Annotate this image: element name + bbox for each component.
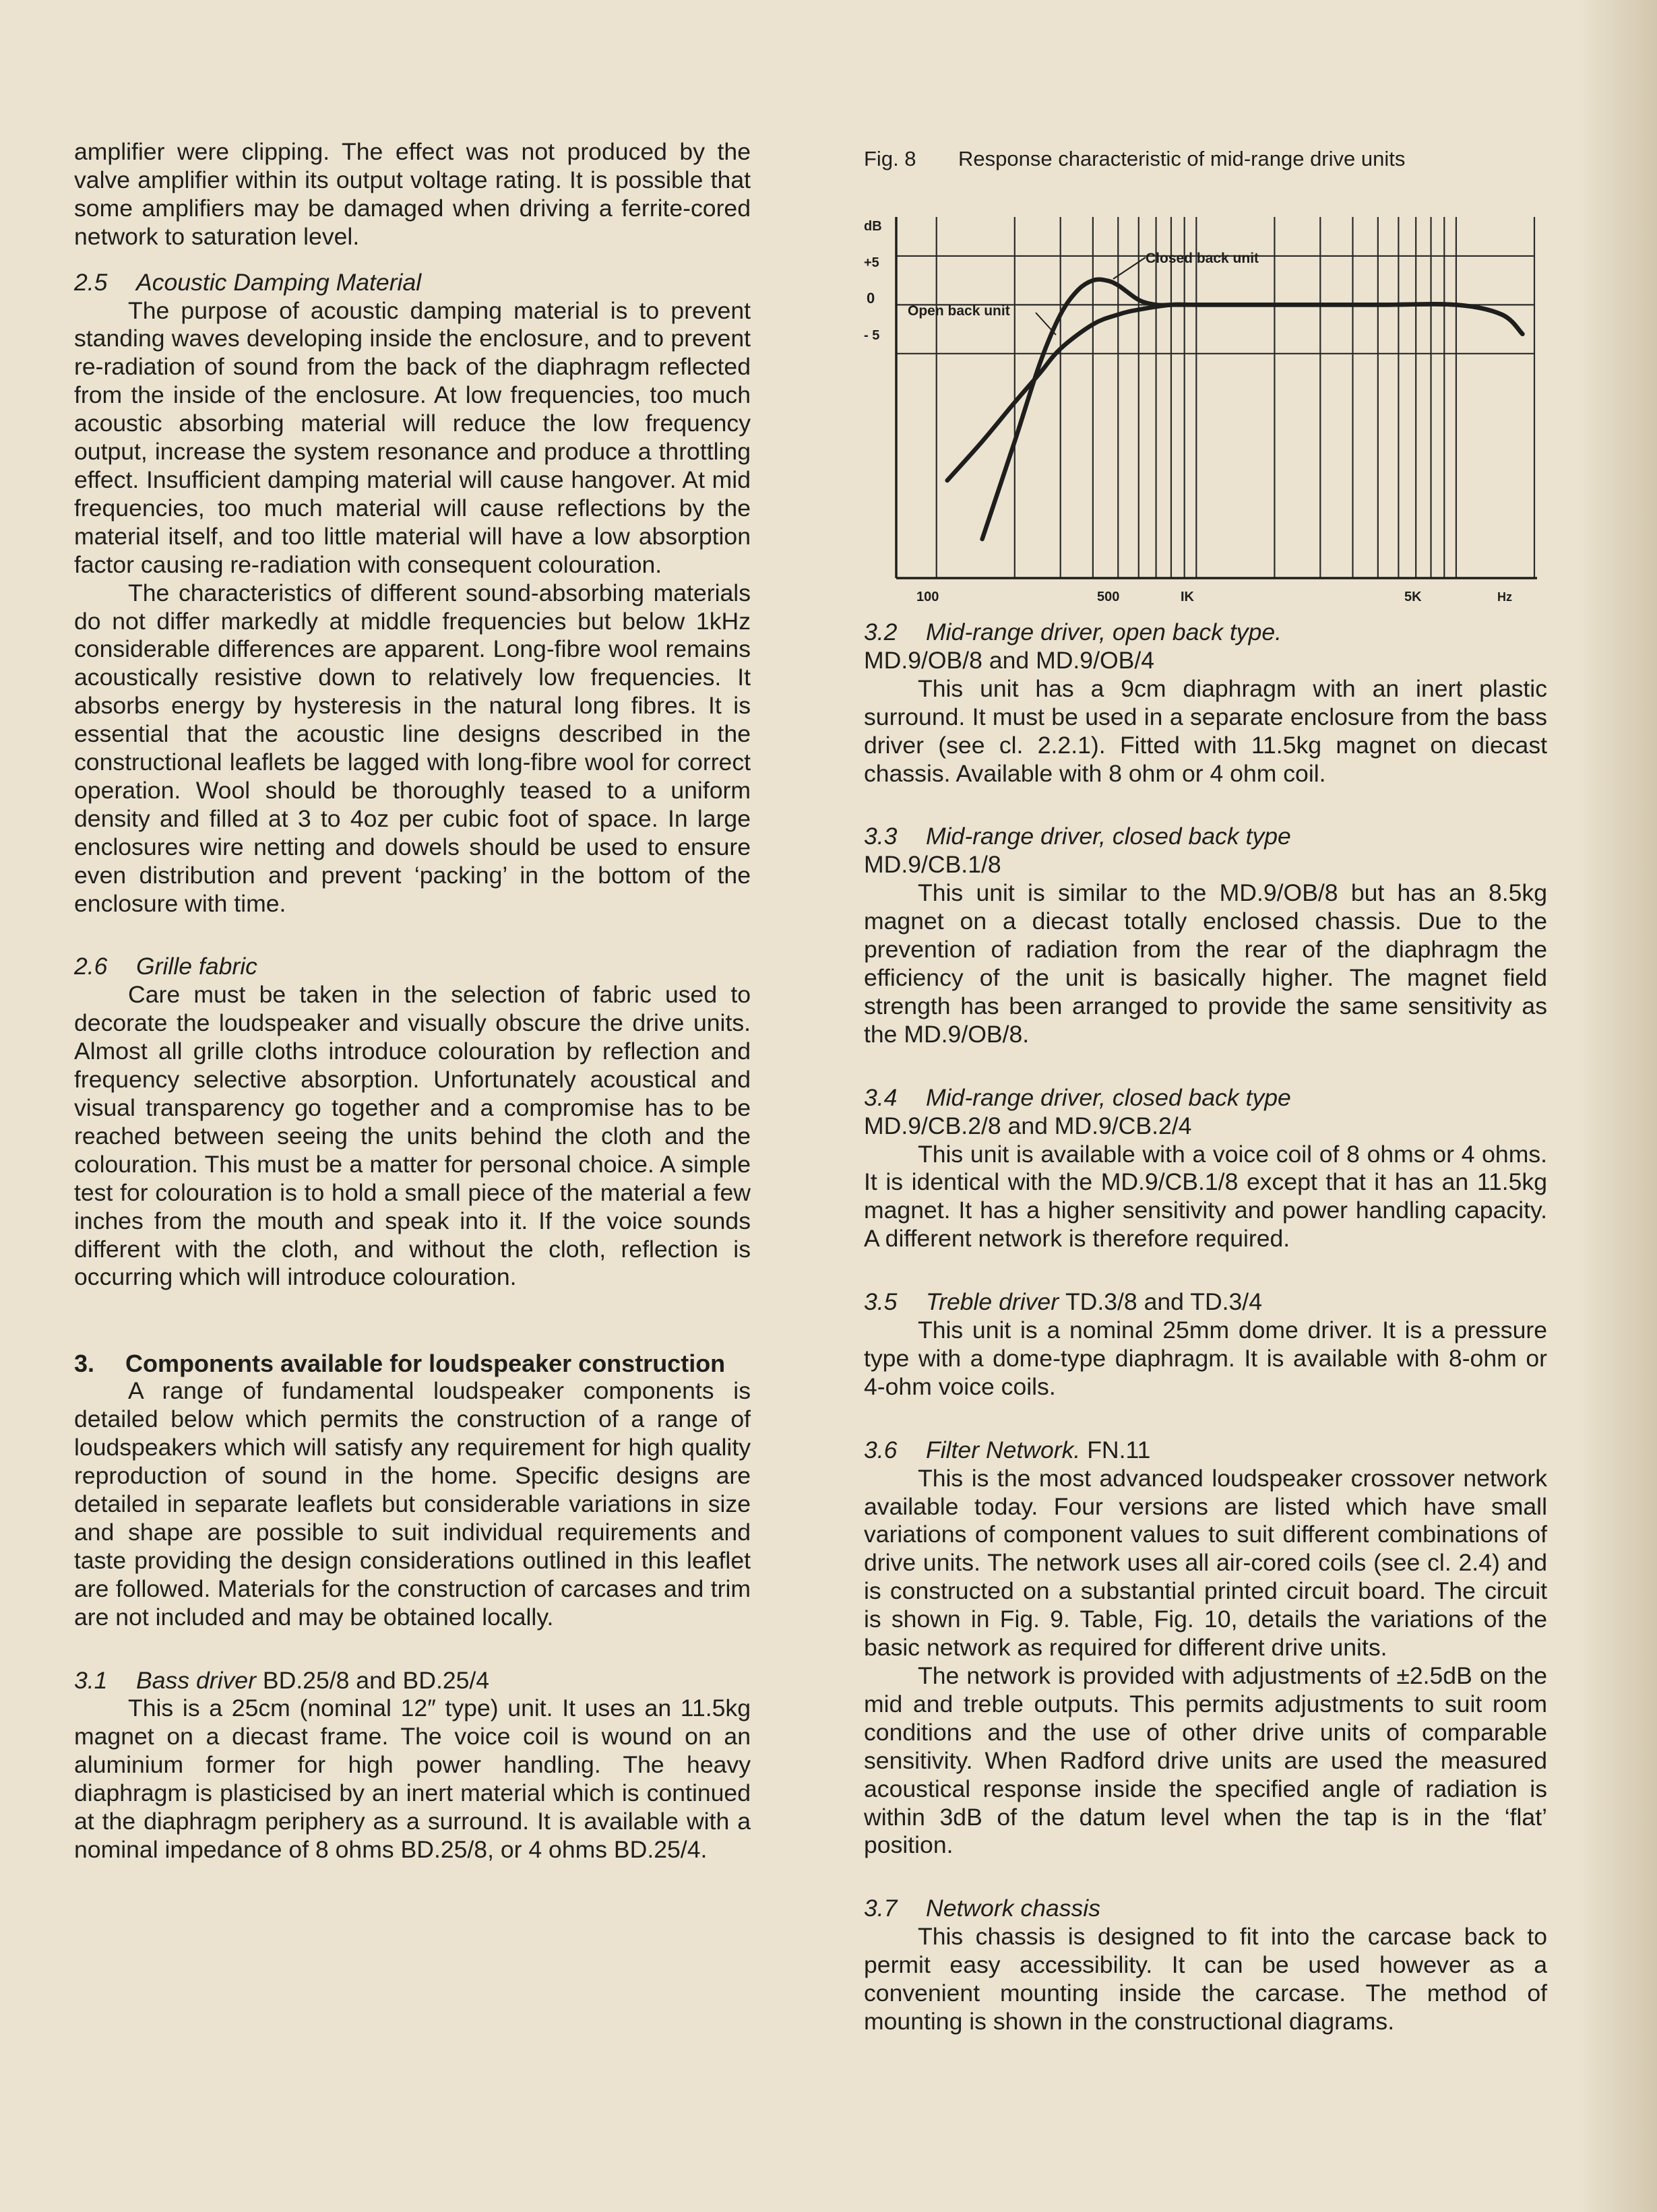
x-tick-1k: IK <box>1181 590 1194 604</box>
section-3-7-heading: 3.7 Network chassis <box>864 1895 1101 1922</box>
y-tick-minus5: - 5 <box>864 328 880 343</box>
section-3-4-model: MD.9/CB.2/8 and MD.9/CB.2/4 <box>864 1112 1192 1139</box>
section-2-5-paragraph-2: The characteristics of different sound-absorbing materials do not differ markedly at middle frequencies but below 1kHz considerable differences are apparent. Long-fibre wool remains acoustically resistive down to relatively low frequencies. It absorbs energy by hysteresis in the natural long fibres. It is essential that the acoustic line designs described in the constructional leaflets be lagged with long-fibre wool for correct operation. Wool should be thoroughly teased to a uniform density and filled at 3 to 4oz per cubic foot of space. In large enclosures wire netting and dowels should be used to ensure even distribution and prevent ‘packing’ in the bottom of the enclosure with time. <box>74 579 751 917</box>
response-chart <box>864 197 1547 614</box>
section-3-paragraph-1: A range of fundamental loudspeaker components is detailed below which permits the construction of a range of loudspeakers which will satisfy any requirement for high quality reproduction of sound in the home. Specific designs are detailed in separate leaflets but considerable variations in size and shape are possible to suit individual requirements and taste providing the design considerations outlined in this leaflet are followed. Materials for the construction of carcases and trim are not included and may be obtained locally. <box>74 1377 751 1631</box>
section-3-2-paragraph-1: This unit has a 9cm diaphragm with an inert plastic surround. It must be used in a separate enclosure from the bass driver (see cl. 2.2.1). Fitted with 11.5kg magnet on diecast chassis. Available with 8 ohm or 4 ohm coil. <box>864 674 1547 787</box>
section-3-heading: 3. Components available for loudspeaker construction <box>74 1350 726 1378</box>
section-3-6-paragraph-2: The network is provided with adjustments of ±2.5dB on the mid and treble outputs. This permits adjustments to suit room conditions and the use of other drive units of comparable sensitivity. When Radford drive units are used the measured acoustical response inside the specified angle of radiation is within 3dB of the datum level when the tap is in the ‘flat’ position. <box>864 1662 1547 1859</box>
y-tick-0: 0 <box>867 290 875 307</box>
right-column <box>864 1 1547 2036</box>
section-3-5-paragraph-1: This unit is a nominal 25mm dome driver. It is a pressure type with a dome-type diaphragm. It is available with 8-ohm or 4-ohm voice coils. <box>864 1317 1547 1400</box>
series-open-back-curve <box>947 304 1523 480</box>
response-chart-svg <box>864 197 1547 614</box>
chart-labels <box>864 219 1512 604</box>
y-tick-plus5: +5 <box>864 255 879 270</box>
section-3-3-paragraph-1: This unit is similar to the MD.9/OB/8 but has an 8.5kg magnet on a diecast totally enclosed chassis. Due to the prevention of radiation from the rear of the diaphragm the efficiency of the unit is basically higher. The magnet field strength has been arranged to provide the same sensitivity as the MD.9/OB/8. <box>864 879 1547 1048</box>
section-3-6-heading: 3.6 Filter Network. FN.11 <box>864 1436 1151 1463</box>
y-unit-label: dB <box>864 219 882 234</box>
series-closed-back-curve <box>982 280 1523 539</box>
section-3-1-heading: 3.1 Bass driver BD.25/8 and BD.25/4 <box>74 1666 490 1694</box>
section-3-5-heading: 3.5 Treble driver TD.3/8 and TD.3/4 <box>864 1288 1262 1316</box>
page-edge-shading <box>1576 0 1657 2212</box>
section-2-6-heading: 2.6 Grille fabric <box>74 953 257 980</box>
section-3-2-heading: 3.2 Mid-range driver, open back type. <box>864 619 1282 645</box>
section-3-6-paragraph-1: This is the most advanced loudspeaker crossover network available today. Four versions are listed which have small variations of component values to suit different combinations of drive units. The network uses all air-cored coils (see cl. 2.4) and is constructed on a substantial printed circuit board. The circuit is shown in Fig. 9. Table, Fig. 10, details the variations of the basic network as required for different drive units. <box>864 1464 1547 1662</box>
x-tick-hz: Hz <box>1497 590 1512 604</box>
x-tick-100: 100 <box>916 590 939 604</box>
section-2-6-paragraph-1: Care must be taken in the selection of fabric used to decorate the loudspeaker and visually obscure the drive units. Almost all grille cloths introduce colouration by reflection and frequency selective absorption. Unfortunately acoustical and visual transparency go together and a compromise has to be reached between seeing the units behind the cloth and the colouration. This must be a matter for personal choice. A simple test for colouration is to hold a small piece of the material a few inches from the mouth and speak into it. If the voice sounds different with the cloth, and without the cloth, reflection is occurring which will introduce colouration. <box>74 981 751 1291</box>
chart-axes <box>896 217 1537 578</box>
left-column <box>74 138 751 1864</box>
closed-back-unit-label: Closed back unit <box>1146 251 1259 266</box>
section-3-4-heading: 3.4 Mid-range driver, closed back type <box>864 1083 1291 1111</box>
section-3-4-paragraph-1: This unit is available with a voice coil of 8 ohms or 4 ohms. It is identical with the MD.9/CB.1/8 except that it has an 11.5kg magnet. It has a higher sensitivity and power handling capacity. A different network is therefore required. <box>864 1140 1547 1253</box>
section-3-2-model: MD.9/OB/8 and MD.9/OB/4 <box>864 646 1155 674</box>
figure-caption: Fig. 8 Response characteristic of mid-range drive units <box>864 147 1406 170</box>
open-back-unit-label: Open back unit <box>908 303 1010 319</box>
chart-grid <box>896 217 1534 578</box>
section-3-7-paragraph-1: This chassis is designed to fit into the carcase back to permit easy accessibility. It can be used however as a convenient mounting inside the carcase. The method of mounting is shown in the constructional diagrams. <box>864 1923 1547 2035</box>
x-tick-5k: 5K <box>1404 590 1422 604</box>
x-tick-500: 500 <box>1097 590 1120 604</box>
chart-curves <box>947 280 1523 539</box>
section-3-3-heading: 3.3 Mid-range driver, closed back type <box>864 823 1291 850</box>
section-2-5-paragraph-1: The purpose of acoustic damping material is to prevent standing waves developing inside the enclosure, and to prevent re-radiation of sound from the back of the diaphragm reflected from the inside of the enclosure. At low frequencies, too much acoustic absorbing material will reduce the low frequency output, increase the system resonance and produce a throttling effect. Insufficient damping material will cause hangover. At mid frequencies, too much material will cause reflections by the material itself, and too little material will have a low absorption factor causing re-radiation with consequent colouration. <box>74 296 751 578</box>
intro-paragraph: amplifier were clipping. The effect was not produced by the valve amplifier within its output voltage rating. It is possible that some amplifiers may be damaged when driving a ferrite-cored network to saturation level. <box>74 138 751 250</box>
section-2-5-heading: 2.5 Acoustic Damping Material <box>74 268 422 296</box>
open-back-unit-leader <box>1036 313 1056 335</box>
section-3-3-model: MD.9/CB.1/8 <box>864 851 1001 879</box>
section-3-1-paragraph-1: This is a 25cm (nominal 12″ type) unit. It uses an 11.5kg magnet on a diecast frame. The voice coil is wound on an aluminium former for high power handling. The heavy diaphragm is plasticised by an inert material which is continued at the diaphragm periphery as a surround. It is available with a nominal impedance of 8 ohms BD.25/8, or 4 ohms BD.25/4. <box>74 1695 751 1863</box>
